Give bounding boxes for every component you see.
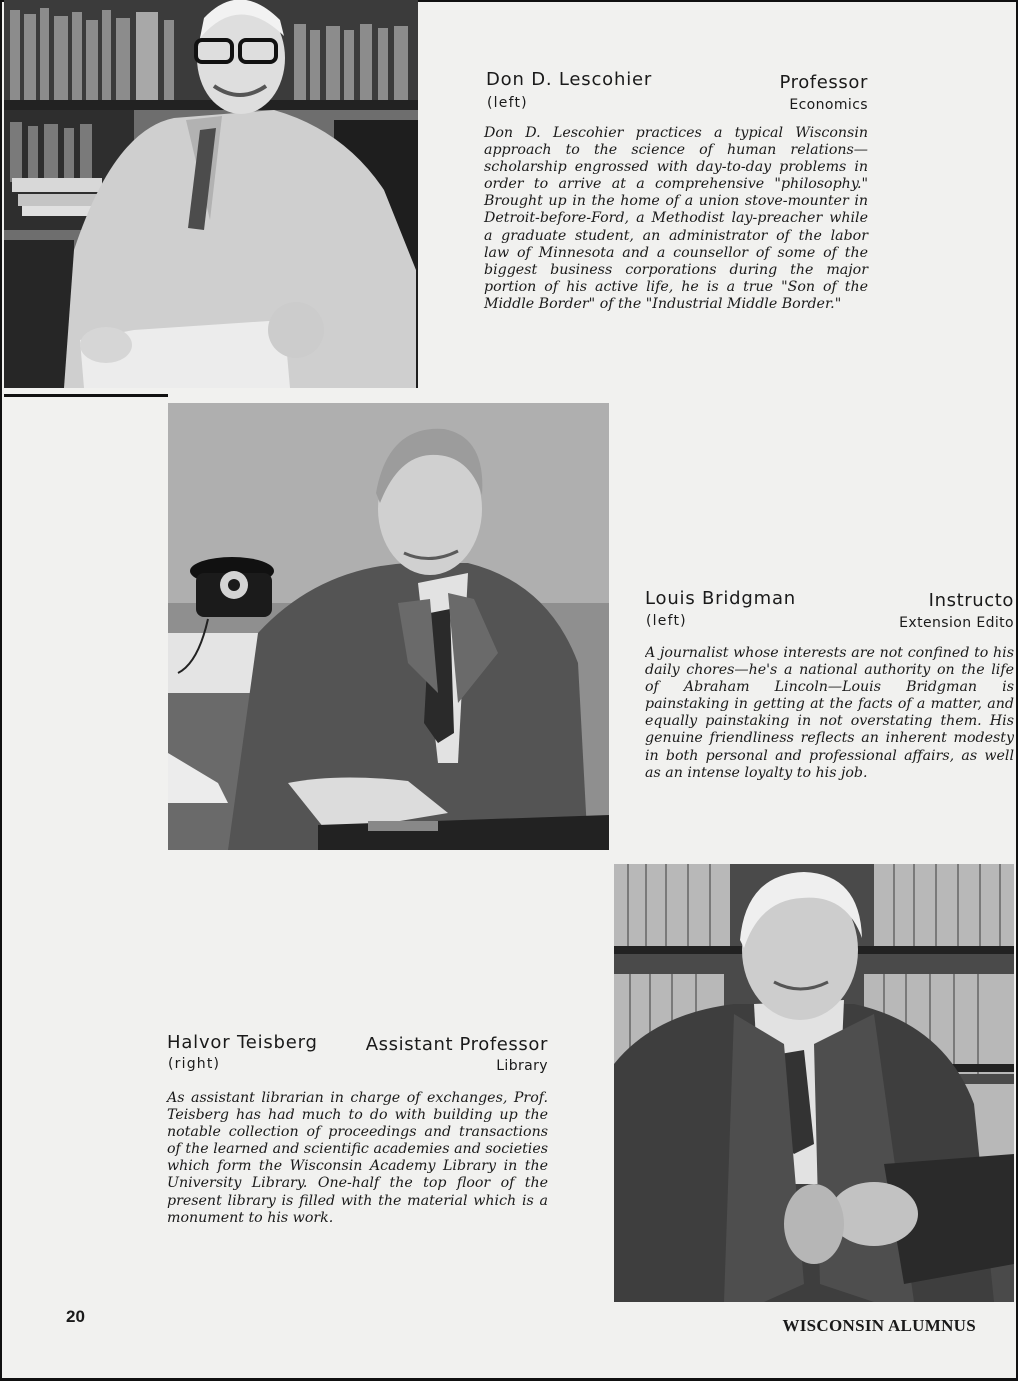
profile-bio: A journalist whose interests are not confined to his daily chores—he's a national authority on the life of Abraham Lincoln—Louis Bridgman is painstaking in getting at the facts of a matter, and equally painstaking in not overstating them. His genuine friendliness reflects an inherent modesty in both personal and professional affairs, as well as an intense loyalty to his job. [645,645,1014,781]
profile-title: Assistant Professor [365,1034,548,1055]
profile-department: Extension Edito [899,615,1014,631]
photo-bridgman [168,403,609,850]
profile-name: Louis Bridgman [645,588,797,609]
photo-lescohier [4,0,418,388]
divider-rule [4,394,168,397]
profile-name: Don D. Lescohier [486,69,653,90]
profile-department: Economics [789,97,868,113]
photo-teisberg [614,864,1014,1302]
profile-title: Professor [779,72,868,93]
profile-department: Library [496,1058,548,1074]
publication-name: WISCONSIN ALUMNUS [782,1316,976,1335]
profile-bio: Don D. Lescohier practices a typical Wisconsin approach to the science of human relations—scholarship engrossed with day-to-day problems in order to arrive at a comprehensive "philosophy." Brought up in the home of a union stove-mounter in Detroit-before-Ford, a Methodist lay-preacher while a graduate student, an administrator of the labor law of Minnesota and a counsellor of some of the biggest business corporations during the major portion of his active life, he is a true "Son of the Middle Border" of the "Industrial Middle Border." [484,125,868,312]
photo-position: (left) [487,95,528,111]
profile-title: Instructo [928,590,1014,611]
page-number: 20 [66,1307,85,1326]
photo-position: (left) [646,613,687,629]
profile-bio: As assistant librarian in charge of exchanges, Prof. Teisberg has had much to do with building up the notable collection of proceedings and transactions of the learned and scientific academies and societies which form the Wisconsin Academy Library in the University Library. One-half the top floor of the present library is filled with the material which is a monument to his work. [167,1090,548,1226]
profile-name: Halvor Teisberg [167,1032,318,1053]
photo-position: (right) [168,1056,221,1072]
